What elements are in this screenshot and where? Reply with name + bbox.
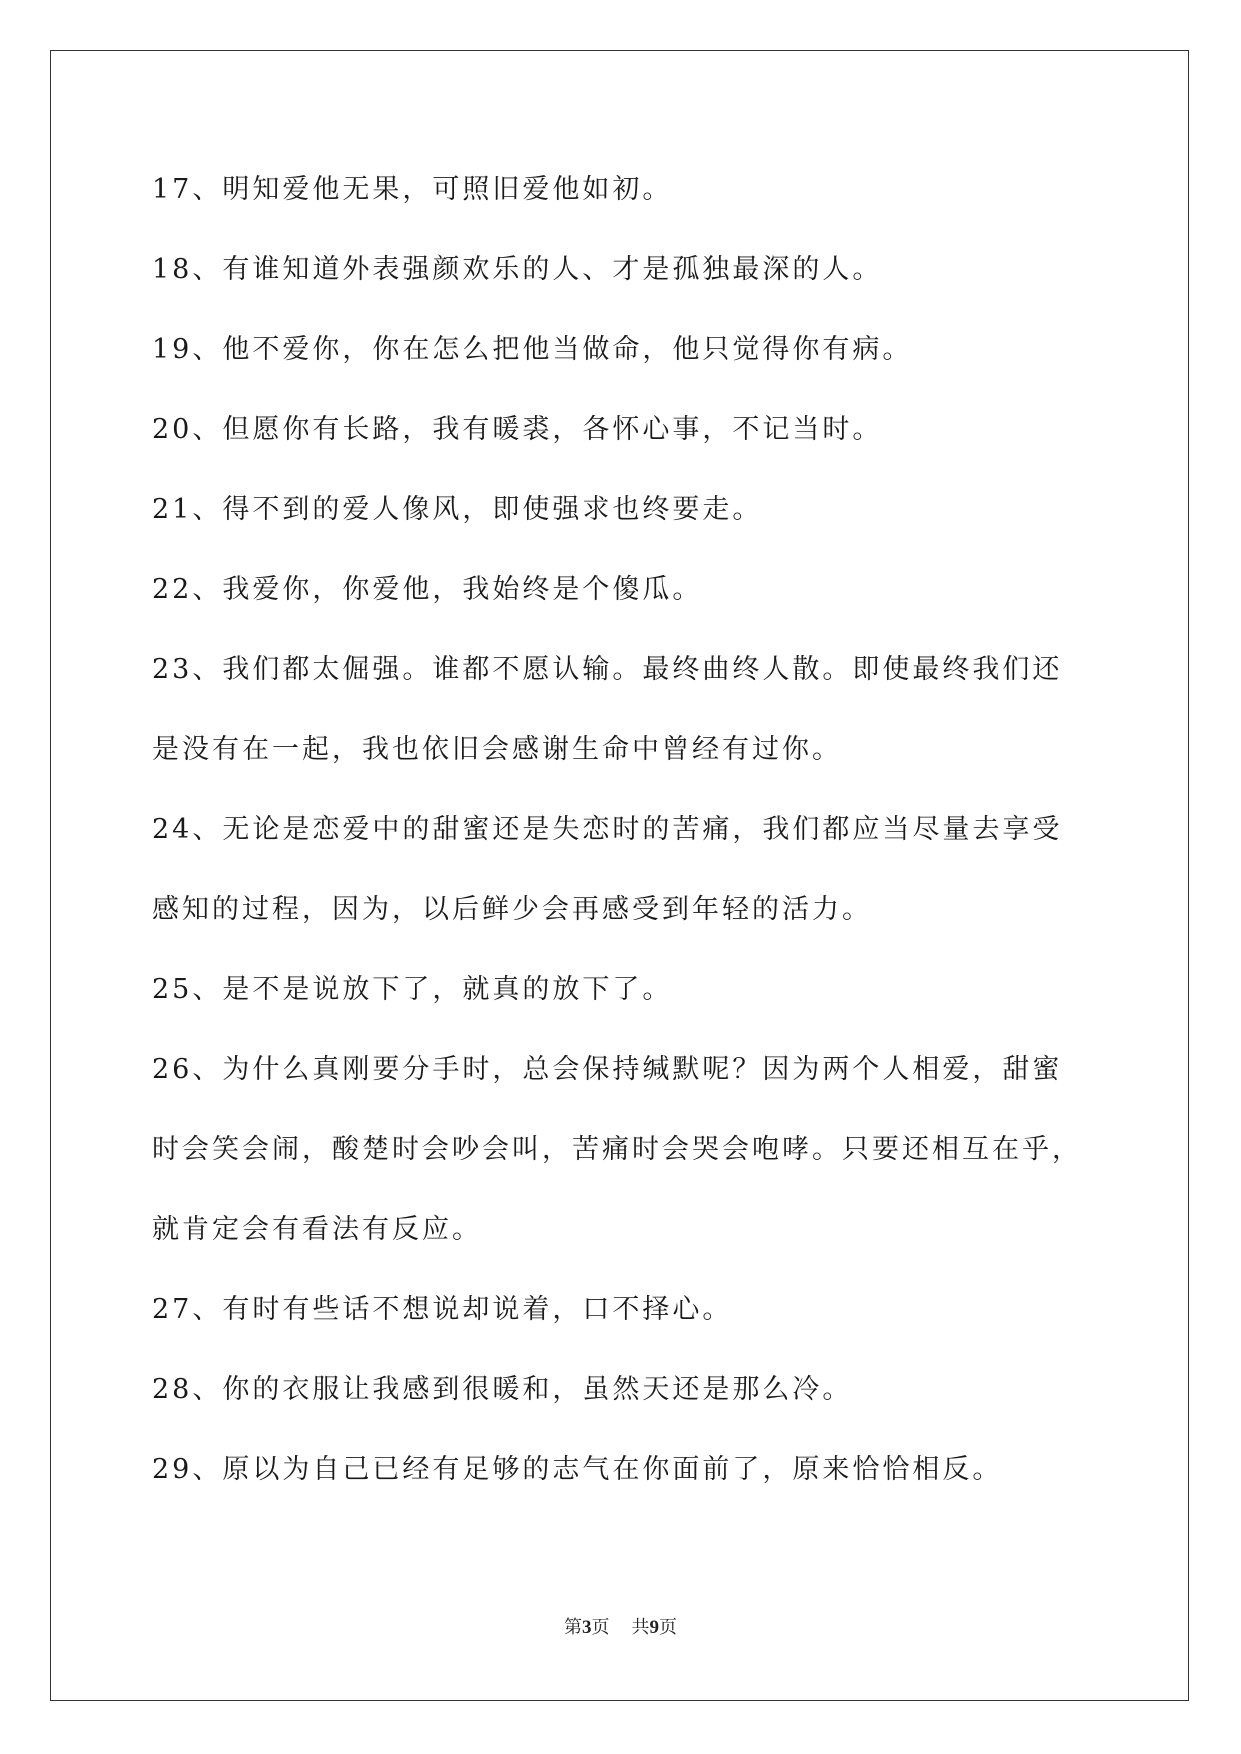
document-body [152,165,1112,1525]
text-line: 是没有在一起，我也依旧会感谢生命中曾经有过你。 [152,734,842,765]
text-line: 19、他不爱你，你在怎么把他当做命，他只觉得你有病。 [152,334,913,365]
text-line: 17、明知爱他无果，可照旧爱他如初。 [152,174,673,205]
page-suffix: 页 [591,1617,610,1638]
text-line: 21、得不到的爱人像风，即使强求也终要走。 [152,494,763,525]
current-page-number: 3 [582,1617,592,1638]
text-line: 22、我爱你，你爱他，我始终是个傻瓜。 [152,574,703,605]
total-prefix: 共 [631,1617,650,1638]
text-line: 18、有谁知道外表强颜欢乐的人、才是孤独最深的人。 [152,254,883,285]
page-prefix: 第 [564,1617,582,1638]
text-line: 28、你的衣服让我感到很暖和，虽然天还是那么冷。 [152,1374,853,1405]
text-line: 25、是不是说放下了，就真的放下了。 [152,974,673,1005]
page-footer [0,1613,1241,1639]
text-line: 24、无论是恋爱中的甜蜜还是失恋时的苦痛，我们都应当尽量去享受 [152,814,1063,845]
text-line: 感知的过程，因为，以后鲜少会再感受到年轻的活力。 [152,894,872,925]
text-line: 27、有时有些话不想说却说着，口不择心。 [152,1294,733,1325]
text-line: 时会笑会闹，酸楚时会吵会叫，苦痛时会哭会咆哮。只要还相互在乎， [152,1134,1082,1165]
total-page-count: 9 [649,1617,659,1638]
text-line: 23、我们都太倔强。谁都不愿认输。最终曲终人散。即使最终我们还 [152,654,1063,685]
text-line: 26、为什么真刚要分手时，总会保持缄默呢？因为两个人相爱，甜蜜 [152,1054,1063,1085]
total-suffix: 页 [659,1617,677,1638]
text-line: 29、原以为自己已经有足够的志气在你面前了，原来恰恰相反。 [152,1454,1003,1485]
text-line: 20、但愿你有长路，我有暖裘，各怀心事，不记当时。 [152,414,883,445]
text-line: 就肯定会有看法有反应。 [152,1214,482,1245]
